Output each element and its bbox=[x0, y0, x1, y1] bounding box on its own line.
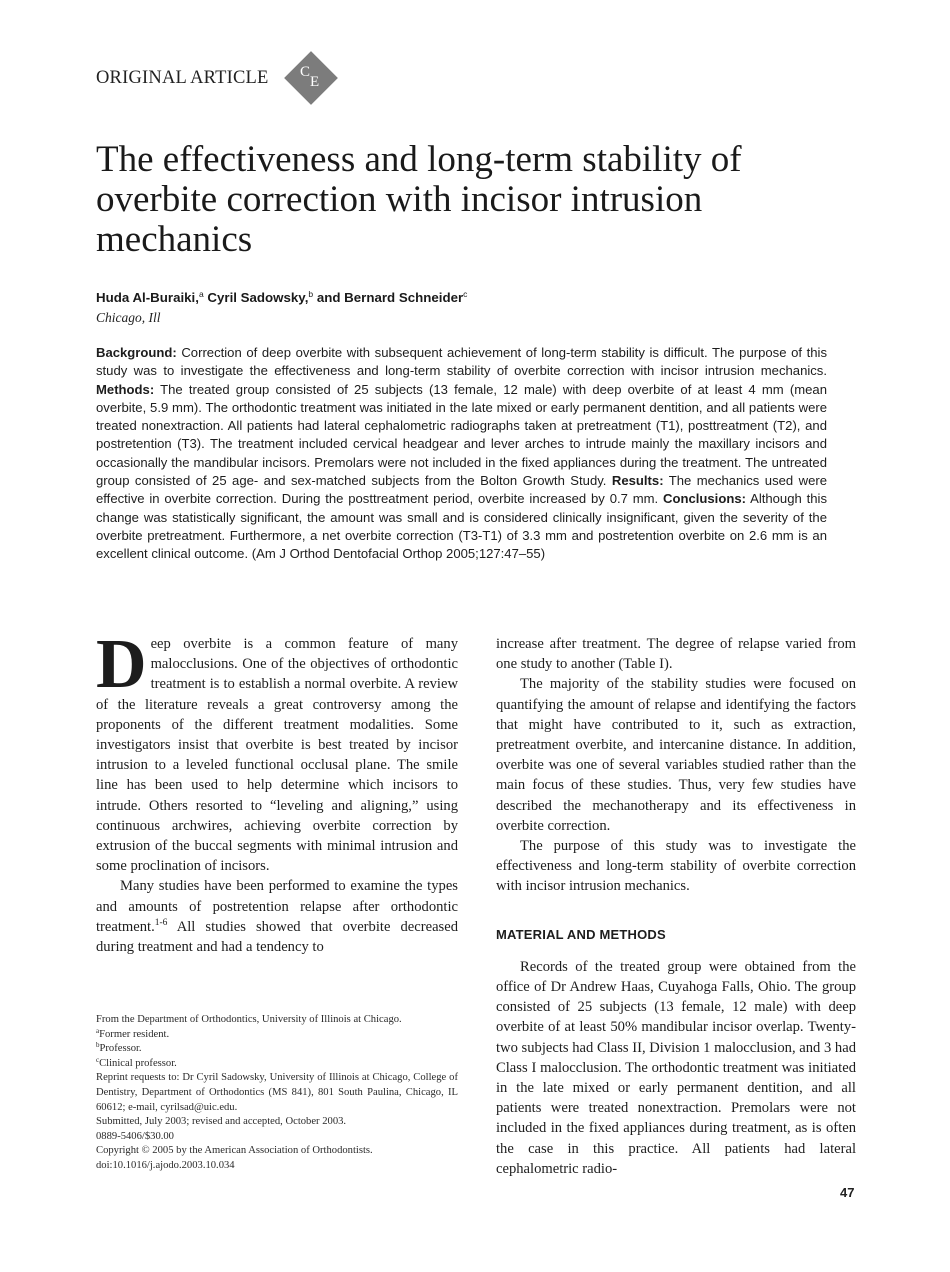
abstract-background: Correction of deep overbite with subsequent achievement of long-term stability is difficult. The purpose of this study was to investigate the effectiveness and long-term stability of overbite correction with incisor intrusion mechanics. bbox=[96, 345, 827, 379]
section-heading: MATERIAL AND METHODS bbox=[496, 926, 666, 942]
author-name: Cyril Sadowsky, bbox=[207, 290, 309, 305]
author-name: Huda Al-Buraiki, bbox=[96, 290, 199, 305]
paragraph-text: All studies showed that overbite decreased during treatment and had a tendency to bbox=[96, 918, 458, 956]
ce-letter-e: E bbox=[310, 74, 320, 90]
article-title: The effectiveness and long-term stability of overbite correction with incisor intrusion mechanics bbox=[96, 139, 742, 260]
abstract-results-label: Results: bbox=[611, 473, 664, 489]
author-affil-mark: c bbox=[463, 289, 468, 299]
body-paragraph: Records of the treated group were obtained from the office of Dr Andrew Haas, Cuyahoga Falls, Ohio. The group consisted of 25 subjects (13 female, 12 male) with deep overbite of at least 50% mandibular incisor overlap. Twenty-two subjects had Class II, Division 1 malocclusion, and 3 had Class I malocclusion. The orthodontic treatment was initiated in the late mixed or early permanent dentition, and all patients were treated nonextraction. Premolars were not included in the fixed appliances during treatment, as is often the case in this practice. All patients had lateral cephalometric radio- bbox=[496, 958, 856, 1177]
abstract bbox=[96, 344, 827, 564]
footnotes bbox=[96, 1013, 458, 1174]
author-list bbox=[96, 289, 467, 305]
footnote-text: Professor. bbox=[99, 1043, 142, 1055]
drop-cap: D bbox=[96, 626, 147, 703]
section-label: ORIGINAL ARTICLE bbox=[96, 68, 269, 88]
abstract-background-label: Background: bbox=[96, 345, 177, 360]
body-column-left bbox=[96, 626, 458, 957]
body-paragraph bbox=[96, 626, 458, 876]
footnote-affil-a bbox=[96, 1028, 458, 1043]
body-paragraph: The majority of the stability studies were focused on quantifying the amount of relapse and identifying the factors that might have contributed to it, such as extraction, pretreatment overbite, and intercanine distance. In addition, overbite was one of several variables studied rather than the main focus of these studies. Thus, very few studies have described the mechanotherapy and its effectiveness in overbite correction. bbox=[496, 676, 856, 834]
ce-letter-c: C bbox=[300, 64, 311, 80]
footnote-issn: 0889-5406/$30.00 bbox=[96, 1130, 174, 1142]
abstract-conclusions-label: Conclusions: bbox=[663, 491, 746, 507]
affil-mark: a bbox=[96, 1026, 100, 1035]
footnote-text: Former resident. bbox=[99, 1028, 170, 1040]
footnote-affil-c bbox=[96, 1057, 458, 1072]
author-affil-mark: a bbox=[198, 289, 204, 299]
footnote-submitted: Submitted, July 2003; revised and accepted, October 2003. bbox=[96, 1116, 347, 1128]
footnote-text: Clinical professor. bbox=[99, 1057, 177, 1069]
footnote-doi[interactable]: doi:10.1016/j.ajodo.2003.10.034 bbox=[96, 1159, 235, 1171]
body-paragraph: increase after treatment. The degree of relapse varied from one study to another (Table I). bbox=[496, 636, 856, 673]
reference-link[interactable]: 1-6 bbox=[154, 917, 168, 928]
page-number: 47 bbox=[840, 1185, 855, 1200]
author-location: Chicago, Ill bbox=[96, 310, 161, 325]
body-paragraph: The purpose of this study was to investigate the effectiveness and long-term stability of overbite correction with incisor intrusion mechanics. bbox=[496, 838, 856, 895]
footnote-copyright: Copyright © 2005 by the American Association of Orthodontists. bbox=[96, 1145, 373, 1157]
abstract-conclusions: Although this change was statistically significant, the amount was small and is considered clinically insignificant, given the severity of the overbite pretreatment. Furthermore, a net overbite correction (T3-T1) of 3.3 mm and postretention overbite on 2.6 mm is an excellent clinical outcome. (Am J Orthod Dentofacial Orthop 2005;127:47–55) bbox=[96, 491, 827, 562]
abstract-methods: The treated group consisted of 25 subjects (13 female, 12 male) with deep overbite of at least 4 mm (mean overbite, 5.9 mm). The orthodontic treatment was initiated in the late mixed or early permanent dentition, and all patients were treated nonextraction. All patients had lateral cephalometric radiographs taken at pretreatment (T1), posttreatment (T2), and postretention (T3). The treatment included cervical headgear and lever arches to intrude mainly the maxillary incisors and occasionally the mandibular incisors. Premolars were not included in the fixed appliances during the treatment. The untreated group consisted of 25 age- and sex-matched subjects from the Bolton Growth Study. bbox=[96, 381, 827, 489]
abstract-methods-label: Methods: bbox=[96, 381, 155, 397]
paragraph-text: Many studies have been performed to examine the types and amounts of postretention relapse after orthodontic treatment. bbox=[96, 878, 458, 935]
author-affil-mark: b bbox=[308, 289, 314, 299]
ce-badge bbox=[286, 52, 338, 104]
affil-mark: b bbox=[96, 1041, 100, 1050]
paragraph-text: eep overbite is a common feature of many malocclusions. One of the objectives of orthodontic treatment is to establish a normal overbite. A review of the literature reveals a great controversy among the proponents of the different treatment modalities. Some investigators insist that overbite is best treated by incisor intrusion to a leveled functional occlusal plane. The smile line has been used to help determine which incisors to intrude. Others resorted to “leveling and aligning,” using continuous archwires, achieving overbite correction by extrusion of the buccal segments with minimal intrusion and some proclination of incisors. bbox=[96, 636, 458, 875]
body-column-right bbox=[496, 634, 856, 1179]
body-paragraph bbox=[96, 876, 458, 957]
footnote-affil-b bbox=[96, 1042, 458, 1057]
author-name: and Bernard Schneider bbox=[316, 290, 464, 305]
affil-mark: c bbox=[96, 1055, 100, 1064]
footnote-reprint: Reprint requests to: Dr Cyril Sadowsky, University of Illinois at Chicago, College of Dentistry, Department of Orthodontics (MS 841), 801 South Paulina, Chicago, IL 60612; e-mail, cyrilsad@uic.edu. bbox=[96, 1072, 458, 1113]
abstract-results: The mechanics used were effective in overbite correction. During the posttreatment period, overbite increased by 0.7 mm. bbox=[96, 473, 827, 507]
footnote-department: From the Department of Orthodontics, University of Illinois at Chicago. bbox=[96, 1014, 402, 1025]
